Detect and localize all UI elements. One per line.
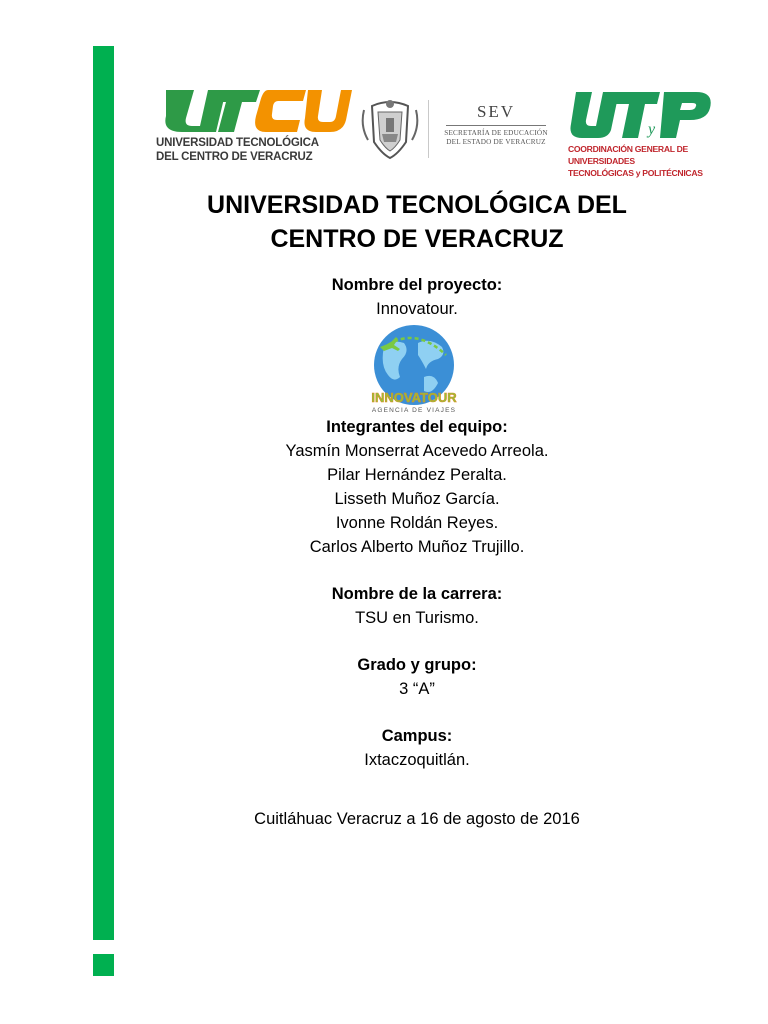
team-member: Yasmín Monserrat Acevedo Arreola. [285, 442, 549, 460]
grade-section [114, 653, 720, 701]
innovatour-tagline: AGENCIA DE VIAJES [371, 407, 457, 414]
accent-square [93, 954, 114, 976]
campus-label: Campus: [381, 727, 453, 745]
sev-caption-line2: DEL ESTADO DE VERACRUZ [446, 138, 546, 146]
grade-value: 3 “A” [399, 680, 435, 698]
globe-icon [366, 325, 462, 415]
innovatour-wordmark: INNOVATOUR [371, 390, 457, 405]
project-section [114, 273, 720, 321]
veracruz-seal-logo [358, 96, 422, 162]
university-title [114, 188, 720, 256]
utcv-caption-line1: UNIVERSIDAD TECNOLÓGICA [156, 137, 319, 149]
logo-divider [428, 100, 429, 158]
utp-logo [568, 88, 718, 178]
campus-section [114, 724, 720, 772]
career-section [114, 582, 720, 630]
team-member: Lisseth Muñoz García. [334, 490, 500, 508]
project-name: Innovatour. [376, 300, 458, 318]
campus-value: Ixtaczoquitlán. [364, 751, 470, 769]
svg-text:y: y [648, 121, 656, 138]
team-member: Ivonne Roldán Reyes. [335, 514, 499, 532]
team-label: Integrantes del equipo: [326, 418, 508, 436]
utp-mark-icon [568, 88, 718, 142]
team-member: Pilar Hernández Peralta. [327, 466, 507, 484]
coat-of-arms-icon [358, 96, 422, 162]
utcv-caption-line2: DEL CENTRO DE VERACRUZ [156, 151, 313, 163]
utp-caption-line1: COORDINACIÓN GENERAL DE UNIVERSIDADES [568, 144, 688, 166]
utp-caption [568, 143, 718, 179]
innovatour-logo [366, 325, 462, 415]
team-member: Carlos Alberto Muñoz Trujillo. [309, 538, 525, 556]
sev-logo [432, 100, 560, 160]
project-label: Nombre del proyecto: [331, 276, 503, 294]
title-line-1: UNIVERSIDAD TECNOLÓGICA DEL [207, 191, 627, 219]
sev-caption-line1: SECRETARÍA DE EDUCACIÓN [444, 129, 548, 137]
title-line-2: CENTRO DE VERACRUZ [270, 225, 564, 253]
sev-rule [446, 125, 546, 126]
utcv-mark-icon [156, 86, 352, 136]
career-label: Nombre de la carrera: [331, 585, 503, 603]
sev-title: SEV [476, 102, 516, 121]
utp-caption-line2: TECNOLÓGICAS y POLITÉCNICAS [568, 168, 703, 178]
career-value: TSU en Turismo. [355, 609, 479, 627]
left-accent-bar [93, 46, 114, 940]
utcv-caption [156, 136, 352, 164]
grade-label: Grado y grupo: [357, 656, 477, 674]
date-line: Cuitláhuac Veracruz a 16 de agosto de 2016 [254, 810, 580, 828]
utcv-logo [156, 86, 352, 174]
team-section [114, 415, 720, 559]
